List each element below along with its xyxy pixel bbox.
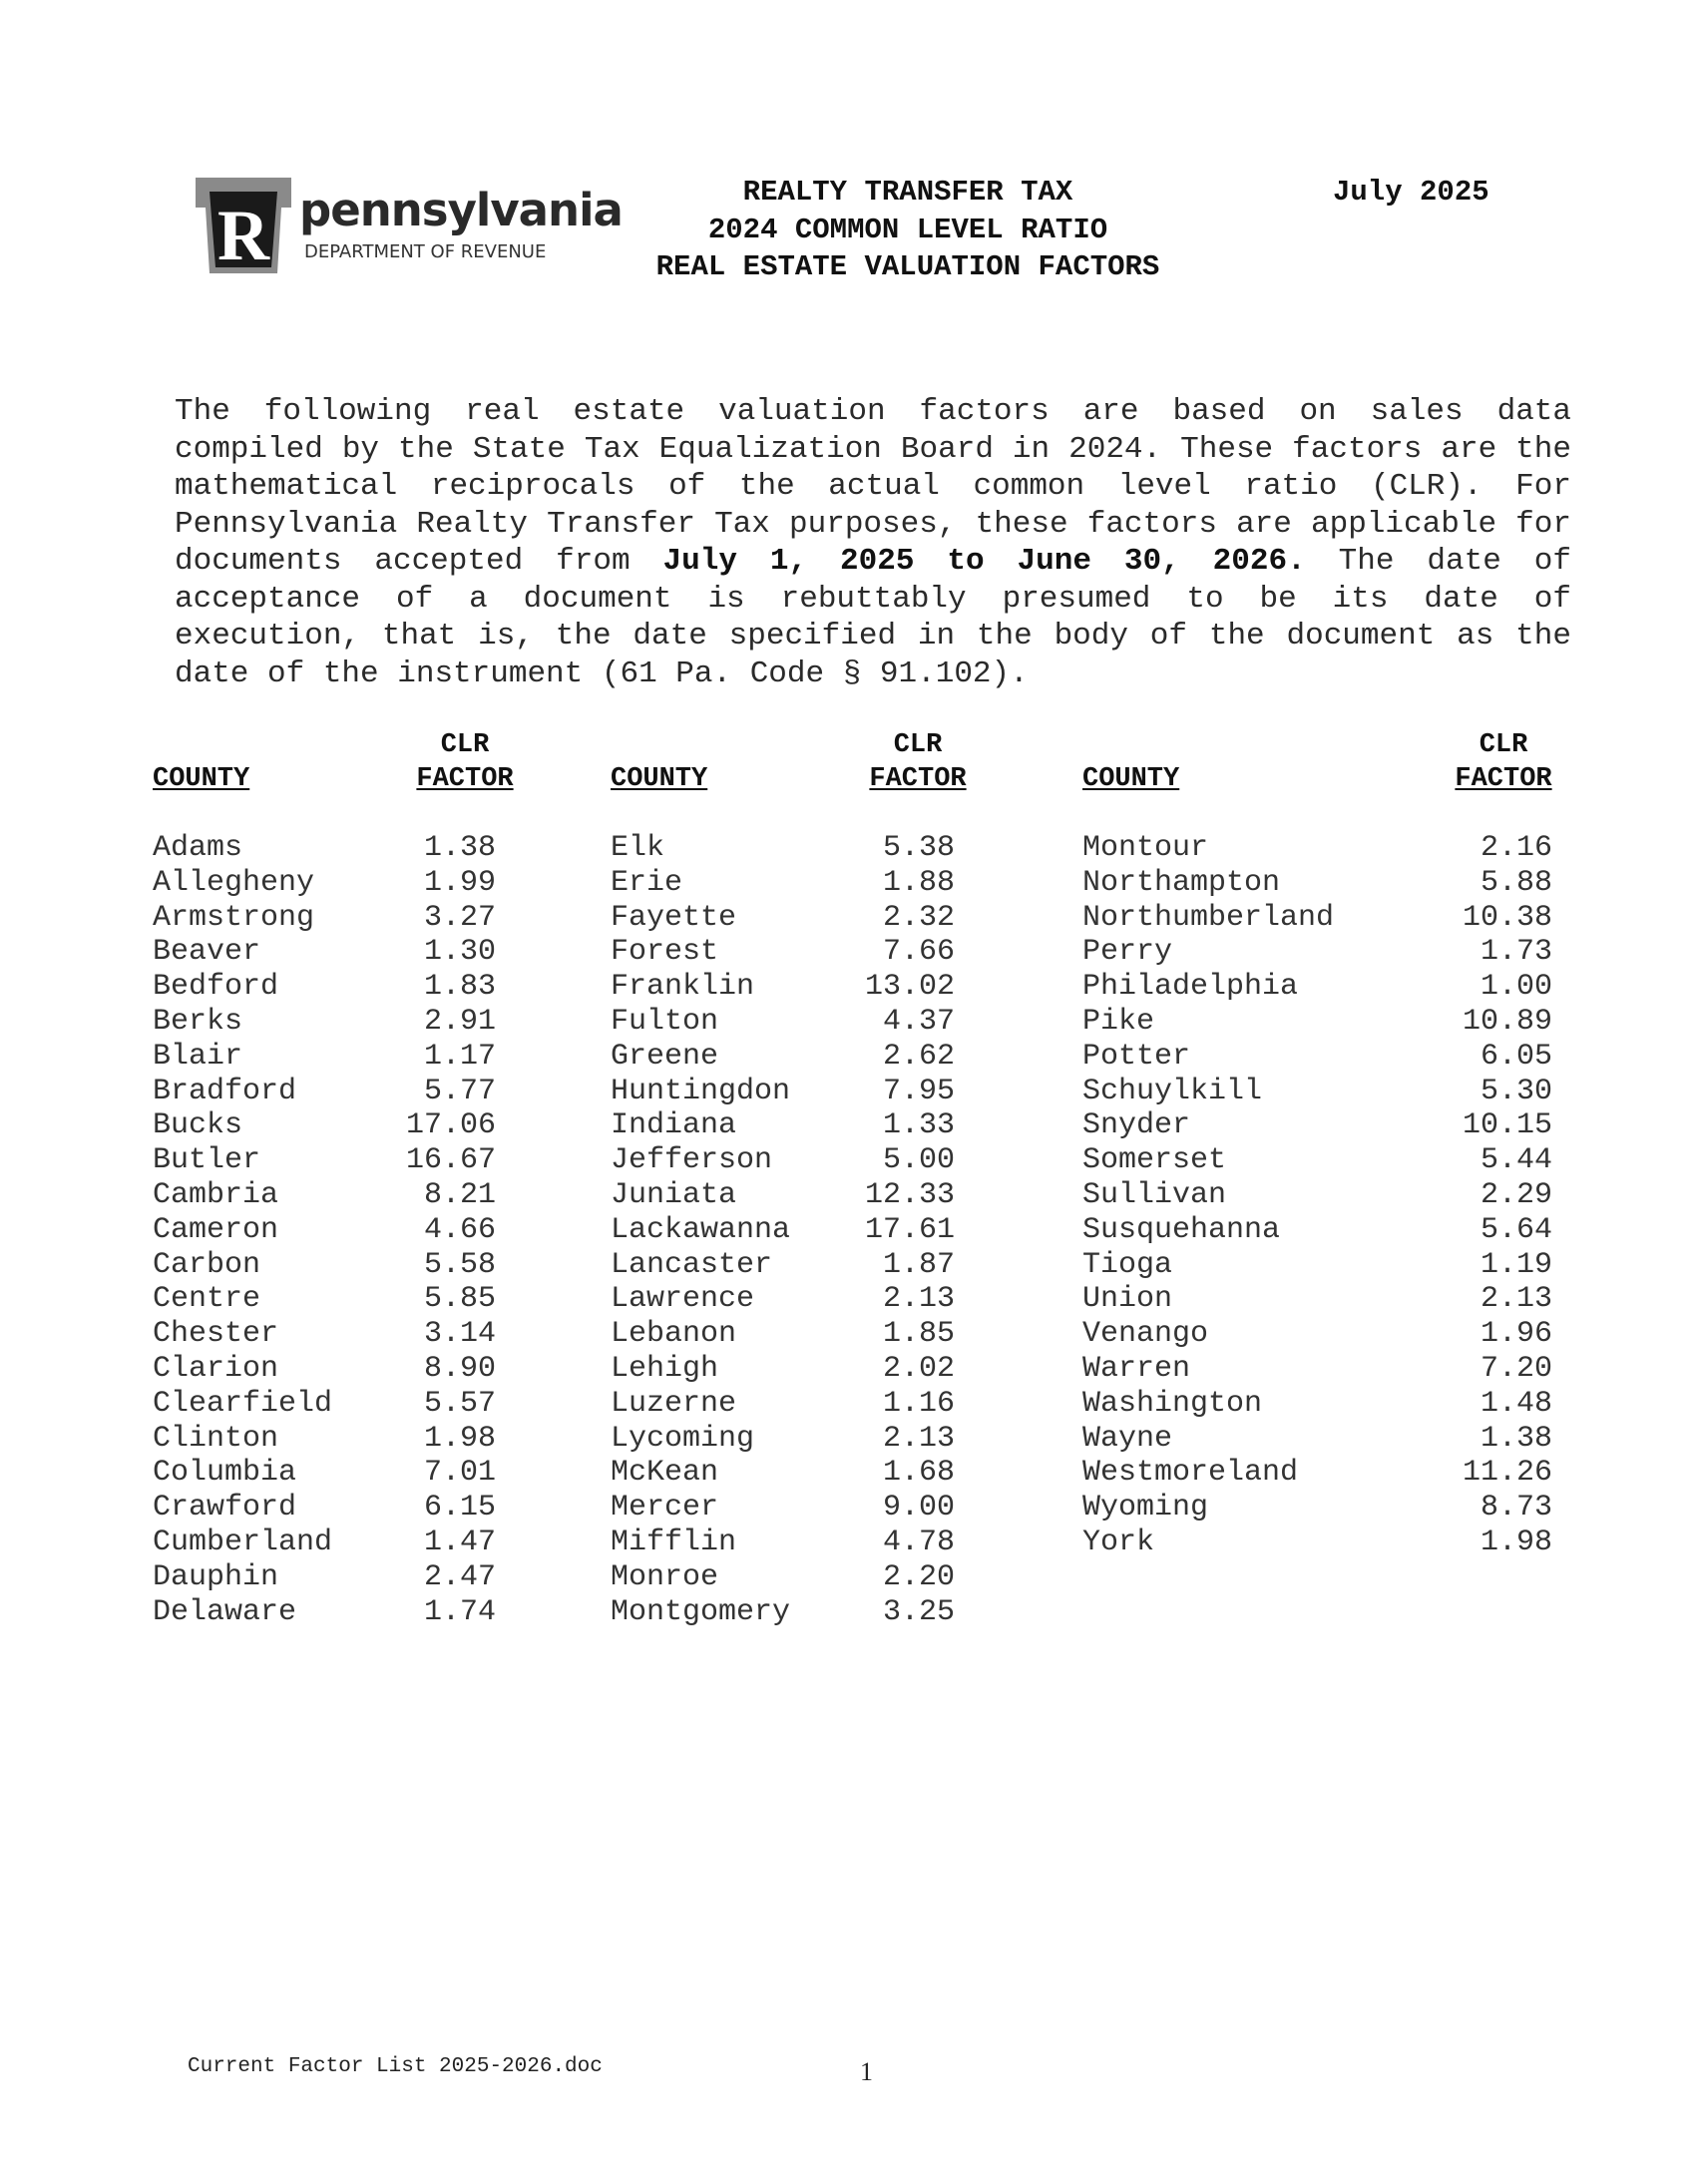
county-name: Warren bbox=[1082, 1351, 1191, 1386]
clr-factor-value: 5.58 bbox=[423, 1247, 496, 1282]
clr-factor-value: 2.32 bbox=[882, 900, 955, 935]
title-line-2: 2024 COMMON LEVEL RATIO bbox=[707, 213, 1108, 246]
clr-factor-value: 7.95 bbox=[882, 1074, 955, 1108]
clr-factor-value: 4.78 bbox=[882, 1525, 955, 1559]
county-name: Montour bbox=[1082, 831, 1209, 865]
clr-factor-value: 1.98 bbox=[423, 1421, 496, 1456]
county-name: Elk bbox=[611, 831, 665, 865]
county-name: Westmoreland bbox=[1082, 1456, 1299, 1491]
clr-factor-value: 2.13 bbox=[882, 1421, 955, 1456]
clr-factor-value: 2.02 bbox=[882, 1351, 955, 1386]
clr-factor-value: 1.73 bbox=[1480, 935, 1552, 970]
county-name: Cumberland bbox=[153, 1525, 333, 1559]
county-name: Lycoming bbox=[611, 1421, 755, 1456]
county-name: Clarion bbox=[153, 1351, 279, 1386]
county-name: Monroe bbox=[611, 1559, 719, 1594]
clr-factor-value: 5.85 bbox=[423, 1282, 496, 1317]
clr-factor-value: 5.77 bbox=[423, 1074, 496, 1108]
clr-factor-value: 2.13 bbox=[1480, 1282, 1552, 1317]
clr-factor-value: 1.85 bbox=[882, 1317, 955, 1352]
county-name: Potter bbox=[1082, 1039, 1191, 1074]
document-date: July 2025 bbox=[1333, 176, 1489, 209]
county-name: Huntingdon bbox=[611, 1074, 791, 1108]
clr-factor-value: 1.38 bbox=[423, 831, 496, 865]
factor-header-bottom: FACTOR bbox=[1455, 764, 1552, 794]
county-name: Blair bbox=[153, 1039, 243, 1074]
county-name: Berks bbox=[153, 1004, 243, 1039]
clr-factor-value: 3.25 bbox=[882, 1594, 955, 1629]
county-name: Lehigh bbox=[611, 1351, 719, 1386]
county-name: Beaver bbox=[153, 935, 261, 970]
county-name: Union bbox=[1082, 1282, 1173, 1317]
county-name: Lawrence bbox=[611, 1282, 755, 1317]
county-name: Greene bbox=[611, 1039, 719, 1074]
county-name: Philadelphia bbox=[1082, 970, 1299, 1005]
factor-header bbox=[862, 728, 974, 796]
clr-factor-value: 17.06 bbox=[406, 1108, 497, 1143]
intro-date-range: July 1, 2025 to June 30, 2026. bbox=[662, 544, 1306, 579]
factor-header-bottom: FACTOR bbox=[869, 764, 967, 794]
county-name: Montgomery bbox=[611, 1594, 791, 1629]
clr-factor-value: 2.62 bbox=[882, 1039, 955, 1074]
clr-factor-value: 2.13 bbox=[882, 1282, 955, 1317]
clr-factor-value: 1.74 bbox=[423, 1594, 496, 1629]
logo-wordmark: pennsylvania bbox=[299, 184, 623, 236]
clr-factor-value: 1.16 bbox=[882, 1386, 955, 1421]
county-name: Armstrong bbox=[153, 900, 315, 935]
factor-header-top: CLR bbox=[1479, 730, 1528, 760]
clr-factor-value: 6.05 bbox=[1480, 1039, 1552, 1074]
county-name: Pike bbox=[1082, 1004, 1155, 1039]
county-name: Schuylkill bbox=[1082, 1074, 1263, 1108]
county-name: Susquehanna bbox=[1082, 1212, 1281, 1247]
intro-text-1: The following real estate valuation factors are based on sales data compiled by the State Tax Equalization Board in 2024. These factors are the mathematical reciprocals of the actual common level ratio (CLR). For Pennsylvania Realty Transfer Tax purposes, these factors are applicable for documents accepted from bbox=[175, 394, 1571, 579]
clr-factor-value: 7.01 bbox=[423, 1456, 496, 1491]
clr-factor-value: 4.37 bbox=[882, 1004, 955, 1039]
footer-filename: Current Factor List 2025-2026.doc bbox=[188, 2055, 603, 2078]
county-name: Centre bbox=[153, 1282, 261, 1317]
clr-factor-value: 1.47 bbox=[423, 1525, 496, 1559]
page-number: 1 bbox=[860, 2057, 873, 2086]
title-line-1: REALTY TRANSFER TAX bbox=[742, 176, 1073, 209]
factor-header-top: CLR bbox=[893, 730, 943, 760]
factor-header bbox=[409, 728, 521, 796]
county-name: Bucks bbox=[153, 1108, 243, 1143]
clr-factor-value: 2.91 bbox=[423, 1004, 496, 1039]
clr-factor-value: 8.90 bbox=[423, 1351, 496, 1386]
clr-factor-value: 1.99 bbox=[423, 865, 496, 900]
county-header: COUNTY bbox=[153, 764, 250, 794]
clr-factor-value: 1.38 bbox=[1480, 1421, 1552, 1456]
county-name: Columbia bbox=[153, 1456, 297, 1491]
county-name: Crawford bbox=[153, 1491, 297, 1526]
clr-factor-value: 1.33 bbox=[882, 1108, 955, 1143]
county-name: Cameron bbox=[153, 1212, 279, 1247]
county-name: Delaware bbox=[153, 1594, 297, 1629]
county-name: Tioga bbox=[1082, 1247, 1173, 1282]
county-name: Northampton bbox=[1082, 865, 1281, 900]
county-name: Lackawanna bbox=[611, 1212, 791, 1247]
county-name: Erie bbox=[611, 865, 683, 900]
clr-factor-value: 5.44 bbox=[1480, 1143, 1552, 1178]
clr-factor-value: 5.64 bbox=[1480, 1212, 1552, 1247]
factor-header-bottom: FACTOR bbox=[416, 764, 514, 794]
keystone-r-icon bbox=[196, 178, 291, 273]
clr-factor-value: 2.47 bbox=[423, 1559, 496, 1594]
county-name: Perry bbox=[1082, 935, 1173, 970]
county-name: Wyoming bbox=[1082, 1491, 1209, 1526]
factor-header-top: CLR bbox=[440, 730, 490, 760]
county-name: Luzerne bbox=[611, 1386, 737, 1421]
clr-factor-value: 5.30 bbox=[1480, 1074, 1552, 1108]
svg-text:R: R bbox=[217, 196, 269, 273]
county-name: Franklin bbox=[611, 970, 755, 1005]
clr-factor-value: 1.00 bbox=[1480, 970, 1552, 1005]
county-name: Forest bbox=[611, 935, 719, 970]
county-name: Fulton bbox=[611, 1004, 719, 1039]
clr-factor-value: 2.29 bbox=[1480, 1177, 1552, 1212]
clr-factor-value: 1.83 bbox=[423, 970, 496, 1005]
county-name: Adams bbox=[153, 831, 243, 865]
logo-subtitle: DEPARTMENT OF REVENUE bbox=[304, 241, 547, 262]
county-name: Somerset bbox=[1082, 1143, 1227, 1178]
county-name: Mifflin bbox=[611, 1525, 737, 1559]
county-name: Clinton bbox=[153, 1421, 279, 1456]
county-name: Juniata bbox=[611, 1177, 737, 1212]
county-name: Indiana bbox=[611, 1108, 737, 1143]
factor-header bbox=[1448, 728, 1559, 796]
clr-factor-value: 1.17 bbox=[423, 1039, 496, 1074]
pa-revenue-logo bbox=[196, 178, 623, 277]
clr-factor-value: 1.30 bbox=[423, 935, 496, 970]
clr-factor-value: 8.73 bbox=[1480, 1491, 1552, 1526]
county-name: Wayne bbox=[1082, 1421, 1173, 1456]
clr-factor-value: 10.89 bbox=[1463, 1004, 1553, 1039]
clr-factor-value: 7.66 bbox=[882, 935, 955, 970]
clr-factor-value: 17.61 bbox=[865, 1212, 956, 1247]
clr-factor-value: 2.20 bbox=[882, 1559, 955, 1594]
county-name: Lebanon bbox=[611, 1317, 737, 1352]
county-name: Northumberland bbox=[1082, 900, 1335, 935]
clr-factor-value: 1.98 bbox=[1480, 1525, 1552, 1559]
intro-paragraph bbox=[175, 393, 1571, 692]
clr-factor-value: 5.57 bbox=[423, 1386, 496, 1421]
clr-factor-value: 2.16 bbox=[1480, 831, 1552, 865]
county-name: Venango bbox=[1082, 1317, 1209, 1352]
county-name: Clearfield bbox=[153, 1386, 333, 1421]
county-name: Bedford bbox=[153, 970, 279, 1005]
county-name: Dauphin bbox=[153, 1559, 279, 1594]
clr-factor-value: 4.66 bbox=[423, 1212, 496, 1247]
document-title bbox=[559, 174, 1257, 286]
clr-factor-value: 5.38 bbox=[882, 831, 955, 865]
county-name: Carbon bbox=[153, 1247, 261, 1282]
clr-factor-value: 3.14 bbox=[423, 1317, 496, 1352]
county-name: Chester bbox=[153, 1317, 279, 1352]
intro-text-2: The date of acceptance of a document is rebuttably presumed to be its date of execution, that is, the date specified in the body of the document as the date of the instrument (61 Pa. Code § 91.102). bbox=[175, 544, 1571, 691]
clr-factor-value: 13.02 bbox=[865, 970, 956, 1005]
clr-factor-value: 10.15 bbox=[1463, 1108, 1553, 1143]
county-name: York bbox=[1082, 1525, 1155, 1559]
county-name: Washington bbox=[1082, 1386, 1263, 1421]
county-name: Lancaster bbox=[611, 1247, 773, 1282]
clr-factor-value: 11.26 bbox=[1463, 1456, 1553, 1491]
title-line-3: REAL ESTATE VALUATION FACTORS bbox=[655, 250, 1160, 283]
county-name: Jefferson bbox=[611, 1143, 773, 1178]
clr-factor-value: 12.33 bbox=[865, 1177, 956, 1212]
clr-factor-value: 5.88 bbox=[1480, 865, 1552, 900]
clr-factor-value: 5.00 bbox=[882, 1143, 955, 1178]
clr-factor-value: 9.00 bbox=[882, 1491, 955, 1526]
clr-factor-value: 1.19 bbox=[1480, 1247, 1552, 1282]
clr-factor-value: 1.68 bbox=[882, 1456, 955, 1491]
clr-factor-value: 7.20 bbox=[1480, 1351, 1552, 1386]
county-name: Sullivan bbox=[1082, 1177, 1227, 1212]
county-name: Bradford bbox=[153, 1074, 297, 1108]
clr-factor-value: 1.48 bbox=[1480, 1386, 1552, 1421]
county-header: COUNTY bbox=[611, 764, 708, 794]
county-name: Allegheny bbox=[153, 865, 315, 900]
clr-factor-value: 1.96 bbox=[1480, 1317, 1552, 1352]
clr-factor-value: 8.21 bbox=[423, 1177, 496, 1212]
county-name: Cambria bbox=[153, 1177, 279, 1212]
county-name: Snyder bbox=[1082, 1108, 1191, 1143]
county-header: COUNTY bbox=[1082, 764, 1180, 794]
county-name: Fayette bbox=[611, 900, 737, 935]
clr-factor-value: 6.15 bbox=[423, 1491, 496, 1526]
clr-factor-value: 3.27 bbox=[423, 900, 496, 935]
county-name: Mercer bbox=[611, 1491, 719, 1526]
clr-factor-value: 1.88 bbox=[882, 865, 955, 900]
clr-factor-value: 10.38 bbox=[1463, 900, 1553, 935]
county-name: McKean bbox=[611, 1456, 719, 1491]
clr-factor-value: 16.67 bbox=[406, 1143, 497, 1178]
clr-factor-value: 1.87 bbox=[882, 1247, 955, 1282]
county-name: Butler bbox=[153, 1143, 261, 1178]
